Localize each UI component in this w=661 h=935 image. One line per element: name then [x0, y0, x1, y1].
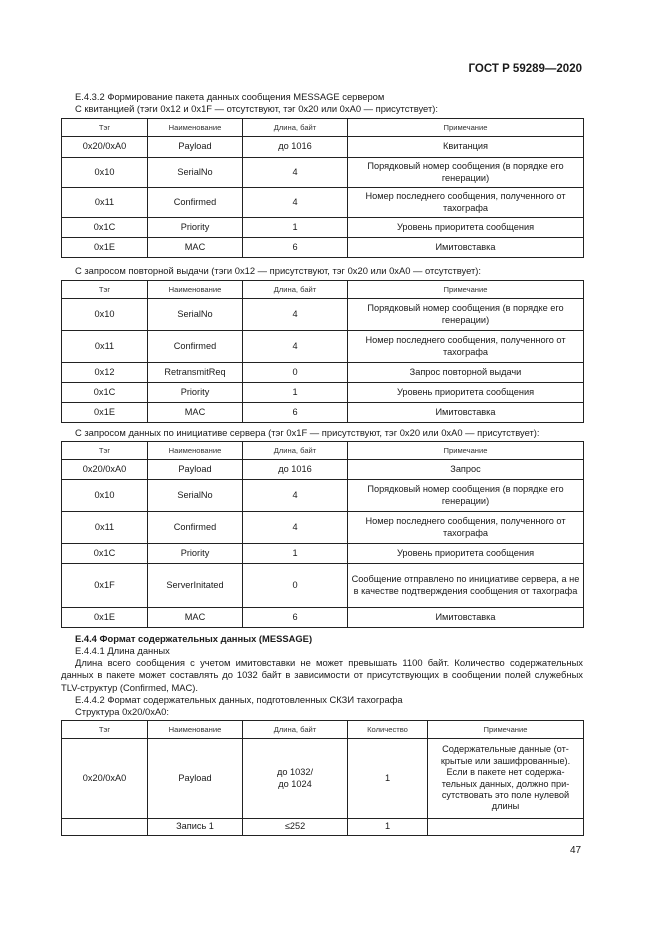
cell-note — [428, 819, 584, 836]
cell-name: Payload — [148, 739, 243, 819]
cell-tag: 0x12 — [62, 363, 148, 383]
cell-length: до 1032/ до 1024 — [243, 739, 348, 819]
cell-note: Уровень приоритета сообщения — [348, 383, 584, 403]
cell-note: Уровень приоритета сообщения — [348, 218, 584, 238]
cell-tag: 0x11 — [62, 188, 148, 218]
cell-note: Порядковый номер сообщения (в порядке его генерации) — [348, 480, 584, 512]
header-length: Длина, байт — [243, 281, 348, 299]
header-length: Длина, байт — [243, 442, 348, 460]
paragraph-data-length — [61, 657, 583, 694]
header-count: Количество — [348, 721, 428, 739]
cell-note: Порядковый номер сообщения (в порядке его генерации) — [348, 158, 584, 188]
table-row — [62, 460, 584, 480]
cell-length: 1 — [243, 383, 348, 403]
cell-tag: 0x1C — [62, 544, 148, 564]
table-row — [62, 299, 584, 331]
subsection-e442: Е.4.4.2 Формат содержательных данных, подготовленных СКЗИ тахографа — [75, 694, 403, 705]
cell-length: 6 — [243, 403, 348, 423]
header-name: Наименование — [148, 281, 243, 299]
header-name: Наименование — [148, 119, 243, 137]
cell-name: Confirmed — [148, 512, 243, 544]
header-name: Наименование — [148, 721, 243, 739]
page-number: 47 — [570, 845, 582, 856]
cell-name: SerialNo — [148, 158, 243, 188]
cell-tag — [62, 819, 148, 836]
cell-tag: 0x10 — [62, 480, 148, 512]
cell-tag: 0x20/0xA0 — [62, 460, 148, 480]
header-tag: Тэг — [62, 281, 148, 299]
cell-note: Уровень приоритета сообщения — [348, 544, 584, 564]
header-length: Длина, байт — [243, 119, 348, 137]
cell-name: RetransmitReq — [148, 363, 243, 383]
cell-length: ≤252 — [243, 819, 348, 836]
cell-note: Порядковый номер сообщения (в порядке его генерации) — [348, 299, 584, 331]
cell-name: Confirmed — [148, 188, 243, 218]
table-header-row — [62, 721, 584, 739]
cell-tag: 0x20/0xA0 — [62, 137, 148, 158]
cell-name: SerialNo — [148, 480, 243, 512]
table-row — [62, 564, 584, 608]
table-row — [62, 383, 584, 403]
cell-note: Номер последнего сообщения, полученного от тахографа — [348, 512, 584, 544]
section-title-e44: Е.4.4 Формат содержательных данных (MESSAGE) — [75, 633, 313, 644]
cell-length: 4 — [243, 158, 348, 188]
document-standard-number: ГОСТ Р 59289—2020 — [468, 63, 582, 75]
cell-note: Имитовставка — [348, 238, 584, 258]
cell-length: 4 — [243, 188, 348, 218]
table-row — [62, 158, 584, 188]
table-row — [62, 403, 584, 423]
header-name: Наименование — [148, 442, 243, 460]
section-title-e432: Е.4.3.2 Формирование пакета данных сообщения MESSAGE сервером — [75, 91, 385, 102]
header-tag: Тэг — [62, 442, 148, 460]
cell-count: 1 — [348, 819, 428, 836]
table-header-row — [62, 442, 584, 460]
cell-tag: 0x10 — [62, 158, 148, 188]
cell-note: Номер последнего сообщения, полученного от тахографа — [348, 331, 584, 363]
cell-tag: 0x1E — [62, 403, 148, 423]
table-row — [62, 218, 584, 238]
table-server-initiated — [61, 441, 584, 628]
cell-length: 0 — [243, 564, 348, 608]
cell-name: Запись 1 — [148, 819, 243, 836]
cell-length: 0 — [243, 363, 348, 383]
table-row — [62, 238, 584, 258]
table2-caption: С запросом повторной выдачи (тэги 0x12 — присутствуют, тэг 0x20 или 0xA0 — отсутствует): — [75, 265, 482, 276]
cell-name: Priority — [148, 544, 243, 564]
cell-tag: 0x1E — [62, 608, 148, 628]
table-row — [62, 739, 584, 819]
table-row — [62, 512, 584, 544]
table-receipt — [61, 118, 584, 258]
table-payload-structure — [61, 720, 584, 836]
subsection-e441: Е.4.4.1 Длина данных — [75, 645, 170, 656]
cell-length: 4 — [243, 331, 348, 363]
table-row — [62, 363, 584, 383]
table-row — [62, 480, 584, 512]
table-row — [62, 819, 584, 836]
structure-caption: Структура 0x20/0xA0: — [75, 706, 169, 717]
table-row — [62, 188, 584, 218]
table-row — [62, 544, 584, 564]
cell-note: Запрос повторной выдачи — [348, 363, 584, 383]
cell-name: Payload — [148, 137, 243, 158]
table-header-row — [62, 119, 584, 137]
table-header-row — [62, 281, 584, 299]
cell-note: Имитовставка — [348, 403, 584, 423]
cell-name: MAC — [148, 238, 243, 258]
cell-length: 4 — [243, 299, 348, 331]
cell-length: 6 — [243, 238, 348, 258]
cell-name: MAC — [148, 403, 243, 423]
header-tag: Тэг — [62, 721, 148, 739]
table1-caption: С квитанцией (тэги 0x12 и 0x1F — отсутствуют, тэг 0x20 или 0xA0 — присутствует): — [75, 103, 438, 114]
table-row — [62, 608, 584, 628]
cell-length: 4 — [243, 512, 348, 544]
header-tag: Тэг — [62, 119, 148, 137]
cell-name: Payload — [148, 460, 243, 480]
table-retransmit-request — [61, 280, 584, 423]
paragraph-text: Длина всего сообщения с учетом имитовставки не может превышать 1100 байт. Количество содержательных данных в пакете может составлять до 1032 байт в зависимости от присутствующих в сообщении полей служебных TLV-структур (Confirmed, MAC). — [61, 657, 583, 693]
cell-tag: 0x1C — [62, 383, 148, 403]
table3-caption: С запросом данных по инициативе сервера (тэг 0x1F — присутствуют, тэг 0x20 или 0xA0 — присутствует): — [75, 427, 540, 438]
cell-name: Priority — [148, 383, 243, 403]
cell-note: Номер последнего сообщения, полученного от тахографа — [348, 188, 584, 218]
header-length: Длина, байт — [243, 721, 348, 739]
cell-note: Содержательные данные (от- крытые или зашифрованные). Если в пакете нет содержа- тельных данных, должно при- сутствовать это поле нулевой длины — [428, 739, 584, 819]
cell-note: Запрос — [348, 460, 584, 480]
cell-length: до 1016 — [243, 460, 348, 480]
header-note: Примечание — [348, 119, 584, 137]
cell-tag: 0x11 — [62, 512, 148, 544]
cell-tag: 0x1F — [62, 564, 148, 608]
cell-count: 1 — [348, 739, 428, 819]
header-note: Примечание — [428, 721, 584, 739]
header-note: Примечание — [348, 281, 584, 299]
cell-name: Priority — [148, 218, 243, 238]
cell-tag: 0x10 — [62, 299, 148, 331]
cell-name: MAC — [148, 608, 243, 628]
cell-length: 1 — [243, 544, 348, 564]
cell-length: до 1016 — [243, 137, 348, 158]
cell-tag: 0x1C — [62, 218, 148, 238]
cell-note: Сообщение отправлено по инициативе сервера, а не в качестве подтверждения сообщения от тахографа — [348, 564, 584, 608]
cell-tag: 0x1E — [62, 238, 148, 258]
cell-name: ServerInitated — [148, 564, 243, 608]
cell-name: Confirmed — [148, 331, 243, 363]
cell-tag: 0x11 — [62, 331, 148, 363]
cell-tag: 0x20/0xA0 — [62, 739, 148, 819]
cell-length: 1 — [243, 218, 348, 238]
table-row — [62, 137, 584, 158]
header-note: Примечание — [348, 442, 584, 460]
cell-length: 4 — [243, 480, 348, 512]
cell-name: SerialNo — [148, 299, 243, 331]
cell-note: Имитовставка — [348, 608, 584, 628]
cell-length: 6 — [243, 608, 348, 628]
table-row — [62, 331, 584, 363]
cell-note: Квитанция — [348, 137, 584, 158]
